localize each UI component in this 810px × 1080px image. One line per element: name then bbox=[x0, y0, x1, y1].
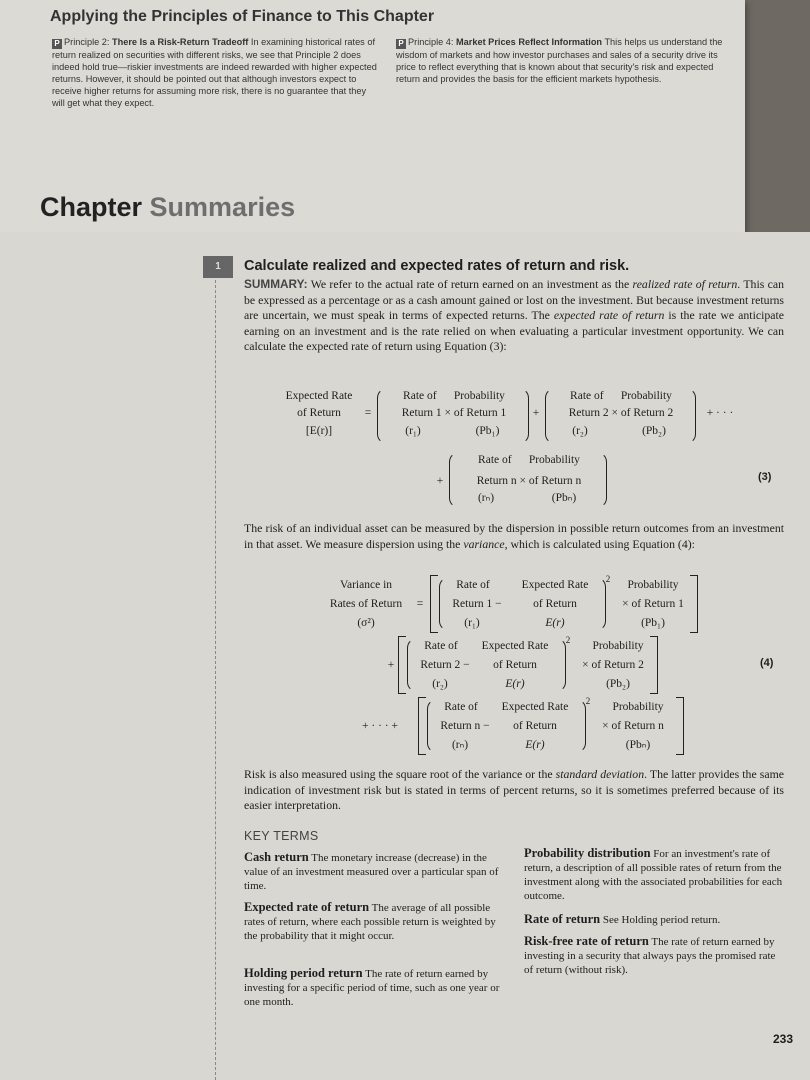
principle-2-label: Principle 2: bbox=[64, 37, 110, 47]
equation-3-number: (3) bbox=[758, 471, 772, 483]
summary-paragraph-1: SUMMARY: We refer to the actual rate of return earned on an investment as the realized rate of return. This can be expressed as a percentage or as a cash amount gained or lost on the investment. But because investment returns are uncertain, we must speak in terms of expected returns. The expected rate of return is the rate we anticipate earning on an investment and is the rate relied on when evaluating a particular investment opportunity. We can calculate the expected rate of return using Equation (3): bbox=[244, 277, 785, 353]
key-term-item: Holding period return The rate of return earned by investing for a specific period of time, such as one year or one month. bbox=[244, 966, 500, 1008]
key-term-item: Probability distribution For an investment's rate of return, a description of all possible rates of return from the investment along with the associated probabilities for each outcome. bbox=[524, 846, 783, 902]
equation-4-number: (4) bbox=[760, 657, 774, 669]
principle-2-name: There Is a Risk-Return Tradeoff bbox=[112, 37, 249, 47]
principle-4-box bbox=[396, 36, 726, 85]
objective-number-badge: 1 bbox=[203, 256, 233, 278]
principle-4-name: Market Prices Reflect Information bbox=[456, 37, 603, 47]
principle-4-text: This helps us understand the wisdom of markets and how investor purchases and sales of a security drive its price to reflect everything that is known about that security's risk and expected return and provides the basis for the efficient markets hypothesis. bbox=[396, 37, 723, 84]
key-term-item: Cash return The monetary increase (decrease) in the value of an investment measured over a particular span of time. bbox=[244, 850, 499, 892]
section-title: Applying the Principles of Finance to This Chapter bbox=[50, 8, 435, 25]
margin-divider bbox=[215, 260, 216, 1080]
principle-2-box bbox=[52, 36, 377, 109]
page-number: 233 bbox=[773, 1032, 794, 1046]
principle-4-label: Principle 4: bbox=[408, 37, 454, 47]
principle-2-text: In examining historical rates of return realized on securities with different risks, we see that Principle 2 does indeed hold true—riskier investments are indeed rewarded with higher expected returns. However, it should be pointed out that although investors expect to receive higher returns for assuming more risk, there is no guarantee that they will get what they expect. bbox=[52, 37, 377, 108]
principle-icon: P bbox=[52, 39, 62, 49]
chapter-summaries-heading: Chapter Summaries bbox=[40, 192, 296, 222]
previous-page-section bbox=[0, 0, 745, 240]
summary-paragraph-2: The risk of an individual asset can be measured by the dispersion in possible return outcomes from an investment in that asset. We measure dispersion using the variance, which is calculated using Equation (4): bbox=[244, 521, 784, 551]
principle-icon: P bbox=[396, 39, 406, 49]
key-term-item: Rate of return See Holding period return. bbox=[524, 912, 721, 926]
objective-title: Calculate realized and expected rates of return and risk. bbox=[244, 258, 630, 274]
key-terms-heading: KEY TERMS bbox=[244, 829, 319, 843]
summary-paragraph-3: Risk is also measured using the square root of the variance or the standard deviation. The latter provides the same indication of investment risk but is stated in terms of percent returns, so it is sometimes preferred because of its easier interpretation. bbox=[244, 767, 784, 812]
key-term-item: Risk-free rate of return The rate of return earned by investing in a security that always pays the promised rate of return (without risk). bbox=[524, 934, 776, 976]
key-term-item: Expected rate of return The average of all possible rates of return, where each possible return is weighted by the probability that it might occur. bbox=[244, 900, 496, 942]
